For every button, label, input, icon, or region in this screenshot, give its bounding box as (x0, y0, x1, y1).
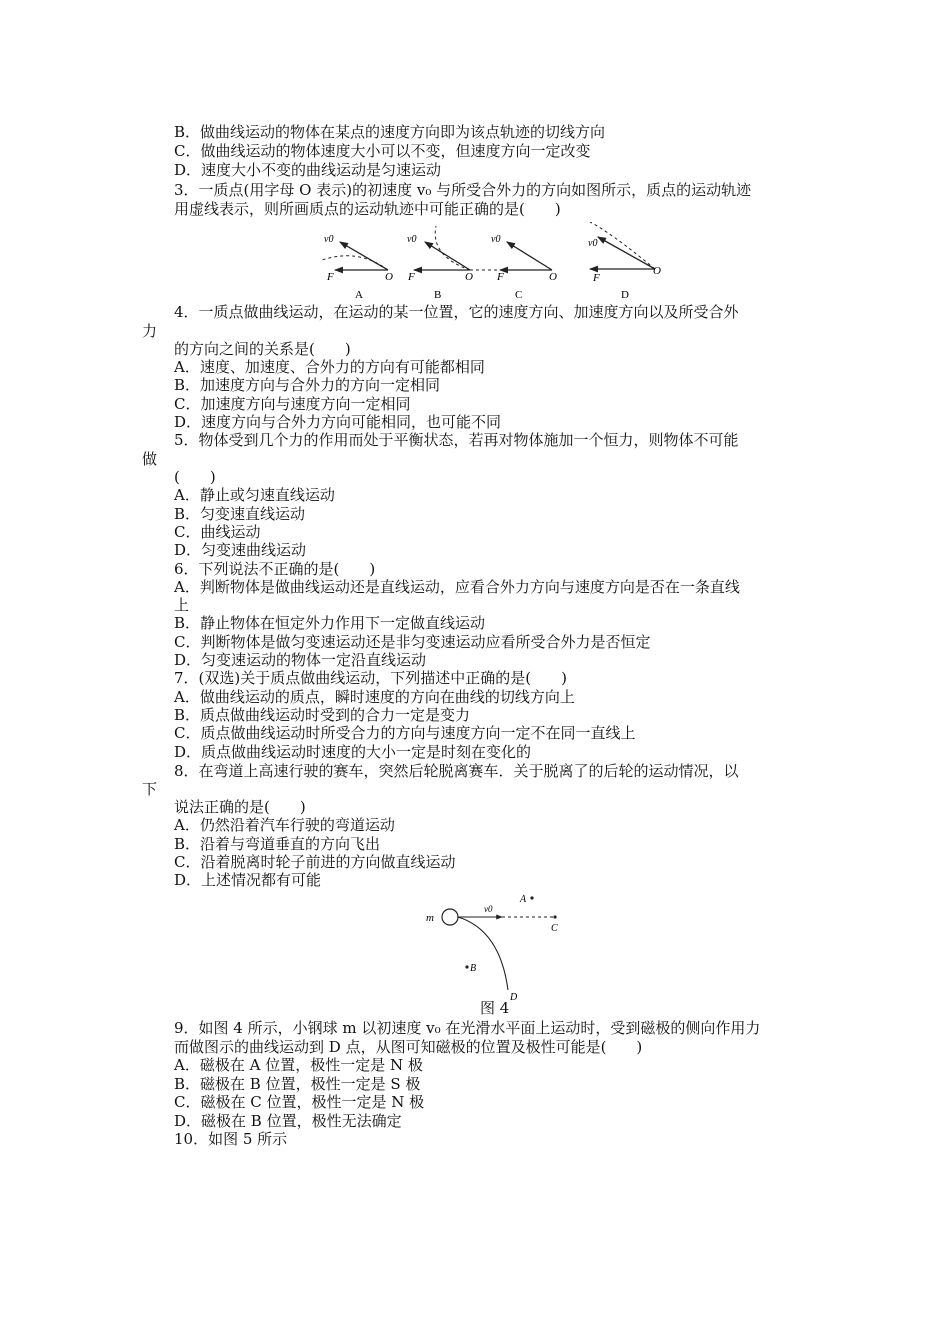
q8-option-c: C．沿着脱离时轮子前进的方向做直线运动 (174, 853, 456, 871)
q7-option-d: D．质点做曲线运动时速度的大小一定是时刻在变化的 (174, 743, 532, 761)
fig4-b-label: B (470, 963, 477, 974)
q3-diagram-b (407, 226, 473, 301)
q4-stem-line2: 的方向之间的关系是( ) (174, 340, 351, 358)
q3-b-v0-label: v0 (407, 234, 417, 245)
q8-stem-wrap: 下 (142, 780, 158, 798)
q3-stem-line2: 用虚线表示，则所画质点的运动轨迹中可能正确的是( ) (174, 200, 561, 218)
q3-label-d: D (621, 289, 629, 301)
q2-option-b: B．做曲线运动的物体在某点的速度方向即为该点轨迹的切线方向 (174, 123, 606, 141)
q3-stem-line1: 3．一质点(用字母 O 表示)的初速度 v₀ 与所受合外力的方向如图所示，质点的运动轨迹 (174, 181, 752, 199)
q6-option-d: D．匀变速运动的物体一定沿直线运动 (174, 651, 427, 669)
q6-option-c: C．判断物体是做匀变速运动还是非匀变速运动应看所受合外力是否恒定 (174, 633, 651, 651)
q7-stem: 7．(双选)关于质点做曲线运动，下列描述中正确的是( ) (174, 669, 567, 687)
q9-option-d: D．磁极在 B 位置，极性无法确定 (174, 1112, 402, 1130)
q3-diagram-d (588, 222, 661, 301)
q3-c-v0-label: v0 (491, 234, 501, 245)
q6-option-a-line1: A．判断物体是做曲线运动还是直线运动，应看合外力方向与速度方向是否在一条直线 (174, 578, 740, 596)
q8-option-d: D．上述情况都有可能 (174, 871, 322, 889)
figure-4-caption: 图 4 (480, 999, 510, 1017)
q9-option-c: C．磁极在 C 位置，极性一定是 N 极 (174, 1093, 425, 1111)
q3-label-a: A (355, 289, 363, 301)
q5-option-b: B．匀变速直线运动 (174, 505, 306, 523)
q3-a-v0-label: v0 (324, 234, 334, 245)
q3-b-o-label: O (465, 271, 473, 283)
fig4-m-label: m (426, 912, 434, 924)
q8-option-b: B．沿着与弯道垂直的方向飞出 (174, 835, 381, 853)
q3-c-f-label: F (497, 271, 504, 283)
q6-stem: 6．下列说法不正确的是( ) (174, 560, 376, 578)
q4-option-a: A．速度、加速度、合外力的方向有可能都相同 (174, 358, 485, 376)
q9-option-b: B．磁极在 B 位置，极性一定是 S 极 (174, 1075, 421, 1093)
q5-option-c: C．曲线运动 (174, 523, 261, 541)
q9-stem-line1: 9．如图 4 所示，小钢球 m 以初速度 v₀ 在光滑水平面上运动时，受到磁极的侧向作用力 (174, 1019, 761, 1037)
q3-c-o-label: O (549, 271, 557, 283)
q6-option-b: B．静止物体在恒定外力作用下一定做直线运动 (174, 614, 486, 632)
q5-option-a: A．静止或匀速直线运动 (174, 486, 335, 504)
q3-b-f-label: F (408, 271, 415, 283)
q2-option-c: C．做曲线运动的物体速度大小可以不变，但速度方向一定改变 (174, 142, 591, 160)
q7-option-b: B．质点做曲线运动时受到的合力一定是变力 (174, 706, 471, 724)
q6-option-a-line2: 上 (174, 596, 190, 614)
q3-label-b: B (434, 289, 442, 301)
q4-option-b: B．加速度方向与合外力的方向一定相同 (174, 376, 441, 394)
curved-path (458, 917, 508, 990)
fig4-c-label: C (551, 923, 558, 934)
q4-option-c: C．加速度方向与速度方向一定相同 (174, 395, 411, 413)
q4-stem-line1: 4．一质点做曲线运动，在运动的某一位置，它的速度方向、加速度方向以及所受合外 (174, 303, 739, 321)
q10-stem: 10．如图 5 所示 (174, 1130, 288, 1148)
fig4-a-label: A (520, 894, 527, 905)
q7-option-a: A．做曲线运动的质点，瞬时速度的方向在曲线的切线方向上 (174, 688, 575, 706)
q3-figure (310, 222, 680, 304)
q5-stem-wrap: 做 (142, 450, 158, 468)
q3-a-f-label: F (327, 271, 334, 283)
q5-stem-line1: 5．物体受到几个力的作用而处于平衡状态，若再对物体施加一个恒力，则物体不可能 (174, 431, 739, 449)
fig4-d-label: D (510, 992, 518, 1002)
q8-stem-line1: 8．在弯道上高速行驶的赛车，突然后轮脱离赛车．关于脱离了的后轮的运动情况，以 (174, 762, 739, 780)
q8-stem-line2: 说法正确的是( ) (174, 798, 306, 816)
fig4-v0-label: v0 (484, 904, 493, 914)
q3-a-o-label: O (385, 271, 393, 283)
q3-d-f-label: F (593, 272, 600, 284)
q5-stem-line2: ( ) (174, 468, 216, 486)
q7-option-c: C．质点做曲线运动时所受合力的方向与速度方向一定不在同一直线上 (174, 724, 636, 742)
q3-label-c: C (515, 289, 523, 301)
q3-diagram-c (470, 234, 557, 301)
q3-d-o-label: O (653, 265, 661, 277)
figure-4 (420, 890, 570, 1002)
q5-option-d: D．匀变速曲线运动 (174, 541, 307, 559)
q9-option-a: A．磁极在 A 位置，极性一定是 N 极 (174, 1056, 423, 1074)
q9-stem-line2: 而做图示的曲线运动到 D 点，从图可知磁极的位置及极性可能是( ) (174, 1038, 643, 1056)
q2-option-d: D．速度大小不变的曲线运动是匀速运动 (174, 161, 442, 179)
q4-stem-wrap: 力 (142, 322, 158, 340)
q3-d-v0-label: v0 (588, 238, 598, 249)
q4-option-d: D．速度方向与合外力方向可能相同，也可能不同 (174, 413, 502, 431)
q3-diagram-a (322, 234, 393, 301)
steel-ball (442, 909, 458, 925)
q8-option-a: A．仍然沿着汽车行驶的弯道运动 (174, 816, 395, 834)
